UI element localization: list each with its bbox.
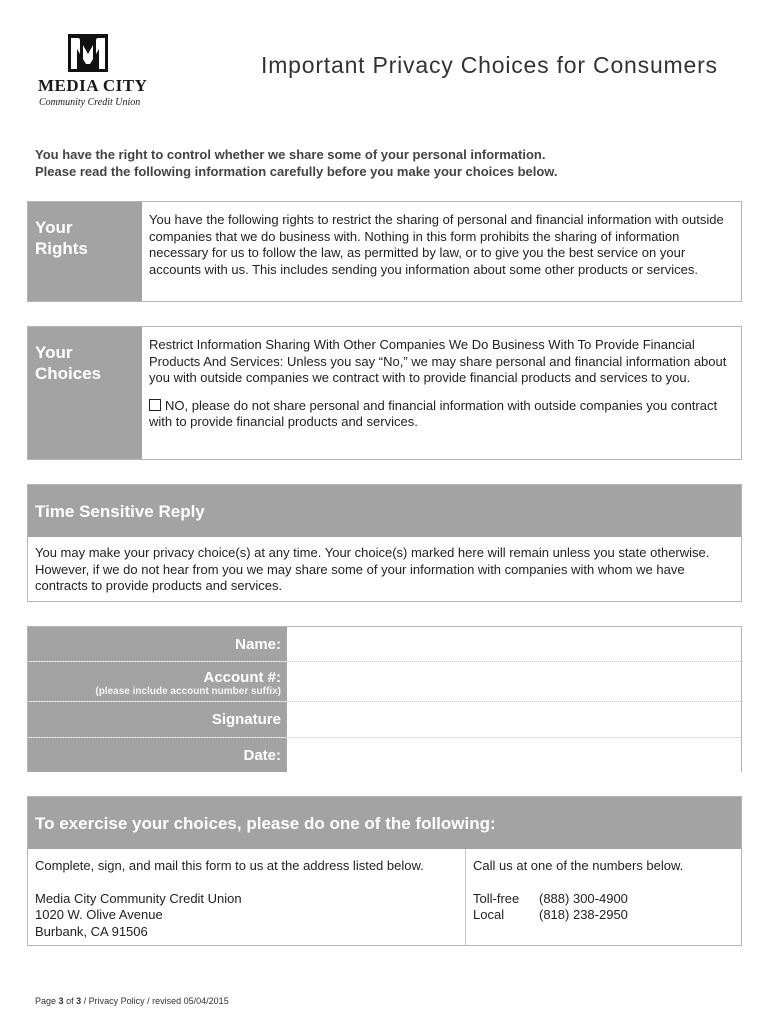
page-footer	[35, 996, 229, 1006]
intro-line-1: You have the right to control whether we share some of your personal information.	[35, 147, 546, 162]
intro-text	[35, 146, 558, 180]
mailing-address	[35, 891, 458, 941]
exercise-choices-section	[27, 796, 742, 946]
address-line: Media City Community Credit Union	[35, 890, 242, 906]
time-sensitive-heading: Time Sensitive Reply	[28, 485, 741, 537]
name-field[interactable]	[287, 627, 741, 661]
name-label: Name:	[28, 627, 287, 661]
your-rights-section	[27, 201, 742, 302]
signature-row	[28, 702, 741, 738]
your-choices-heading-line2: Choices	[35, 364, 102, 383]
exercise-heading: To exercise your choices, please do one of the following:	[28, 797, 741, 849]
phone-instructions: Call us at one of the numbers below.	[473, 858, 684, 873]
signature-field[interactable]	[287, 702, 741, 737]
footer-page-word: Page	[35, 996, 57, 1006]
logo-subtitle: Community Credit Union	[39, 97, 141, 108]
opt-out-checkbox[interactable]	[149, 399, 161, 411]
address-line: 1020 W. Olive Avenue	[35, 907, 163, 922]
phone-label: Local	[473, 907, 505, 922]
account-field[interactable]	[287, 662, 741, 701]
phone-row-toll-free	[473, 891, 734, 908]
phone-option	[466, 849, 741, 945]
your-rights-heading-line2: Rights	[35, 239, 88, 258]
phone-number: (888) 300-4900	[539, 890, 628, 906]
footer-page-number: 3	[58, 996, 64, 1006]
your-rights-heading	[28, 202, 142, 301]
footer-page-total: 3	[76, 996, 82, 1006]
time-sensitive-text: You may make your privacy choice(s) at any time. Your choice(s) marked here will remain unless you state otherwise. However, if we do not hear from you we may share some of your information with companies with whom we have contracts to provide products and services.	[35, 545, 710, 593]
account-label: Account #:	[203, 669, 281, 686]
your-rights-heading-line1: Your	[35, 218, 73, 237]
mail-instructions: Complete, sign, and mail this form to us at the address listed below.	[35, 858, 424, 873]
phone-label: Toll-free	[473, 890, 520, 906]
intro-line-2: Please read the following information carefully before you make your choices below.	[35, 164, 558, 179]
your-choices-section	[27, 326, 742, 460]
date-label: Date:	[28, 738, 287, 772]
time-sensitive-section	[27, 484, 742, 602]
name-row	[28, 627, 741, 662]
logo-name: MEDIA CITY	[38, 76, 148, 95]
your-choices-heading-line1: Your	[35, 343, 73, 362]
your-choices-body	[149, 337, 733, 431]
date-row	[28, 738, 741, 772]
your-choices-heading	[28, 327, 142, 459]
phone-row-local	[473, 907, 734, 924]
your-choices-text: Restrict Information Sharing With Other Companies We Do Business With To Provide Financial Products And Services: Unless you say “No,” we may share personal and financial information about you with outside companies we contract with to provide financial products and services to you.	[149, 337, 727, 385]
account-label-cell	[28, 662, 287, 701]
footer-revision: / Privacy Policy / revised 05/04/2015	[81, 996, 229, 1006]
address-line: Burbank, CA 91506	[35, 923, 148, 939]
document-title: Important Privacy Choices for Consumers	[261, 52, 718, 78]
account-hint: (please include account number suffix)	[95, 686, 281, 697]
date-field[interactable]	[287, 738, 741, 772]
mail-option	[28, 849, 466, 945]
member-info-form	[27, 626, 742, 772]
phone-number: (818) 238-2950	[539, 907, 628, 922]
opt-out-label: NO, please do not share personal and financial information with outside companies you contract with to provide financial products and services.	[149, 397, 718, 429]
signature-label: Signature	[28, 702, 287, 737]
opt-out-option	[149, 398, 733, 431]
footer-of-word: of	[66, 996, 74, 1006]
media-city-m-logo-icon	[68, 34, 108, 72]
account-row	[28, 662, 741, 702]
your-rights-text: You have the following rights to restrict the sharing of personal and financial information with outside companies that we do business with. Nothing in this form prohibits the sharing of information necessary for us to follow the law, as permitted by law, or to give you the best service on your accounts with us. This includes sending you information about some other products or services.	[149, 212, 724, 277]
